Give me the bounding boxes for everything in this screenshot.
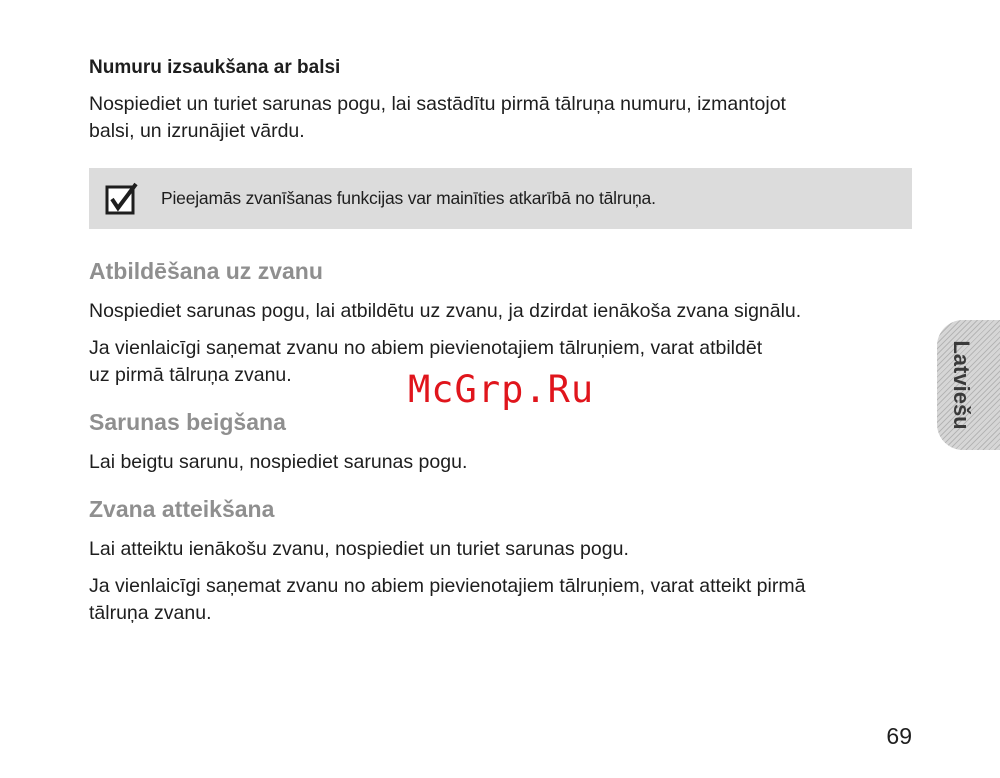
page-number: 69 (886, 723, 912, 749)
rejecting-heading: Zvana atteikšana (89, 496, 275, 522)
voice-dialing-text-line1: Nospiediet un turiet sarunas pogu, lai sastādītu pirmā tālruņa numuru, izmantojot (89, 93, 786, 115)
checkbox-icon (105, 181, 141, 217)
page-content (89, 55, 912, 637)
note-box (89, 168, 912, 229)
rejecting-para2 (89, 573, 912, 627)
note-text: Pieejamās zvanīšanas funkcijas var mainīties atkarībā no tālruņa. (161, 188, 656, 208)
watermark: McGrp.Ru (408, 368, 595, 411)
answering-para1: Nospiediet sarunas pogu, lai atbildētu uz zvanu, ja dzirdat ienākoša zvana signālu. (89, 300, 802, 322)
answering-heading: Atbildēšana uz zvanu (89, 258, 323, 284)
ending-para1: Lai beigtu sarunu, nospiediet sarunas pogu. (89, 451, 468, 473)
answering-para2-line2: uz pirmā tālruņa zvanu. (89, 364, 292, 386)
rejecting-para2-line1: Ja vienlaicīgi saņemat zvanu no abiem pievienotajiem tālruņiem, varat atteikt pirmā (89, 575, 806, 597)
rejecting-para1: Lai atteiktu ienākošu zvanu, nospiediet un turiet sarunas pogu. (89, 538, 629, 560)
language-tab-label: Latviešu (949, 340, 974, 430)
voice-dialing-heading: Numuru izsaukšana ar balsi (89, 57, 341, 78)
ending-heading: Sarunas beigšana (89, 409, 286, 435)
answering-para2-line1: Ja vienlaicīgi saņemat zvanu no abiem pievienotajiem tālruņiem, varat atbildēt (89, 337, 763, 359)
voice-dialing-text (89, 91, 912, 145)
rejecting-para2-line2: tālruņa zvanu. (89, 602, 212, 624)
voice-dialing-text-line2: balsi, un izrunājiet vārdu. (89, 120, 305, 142)
